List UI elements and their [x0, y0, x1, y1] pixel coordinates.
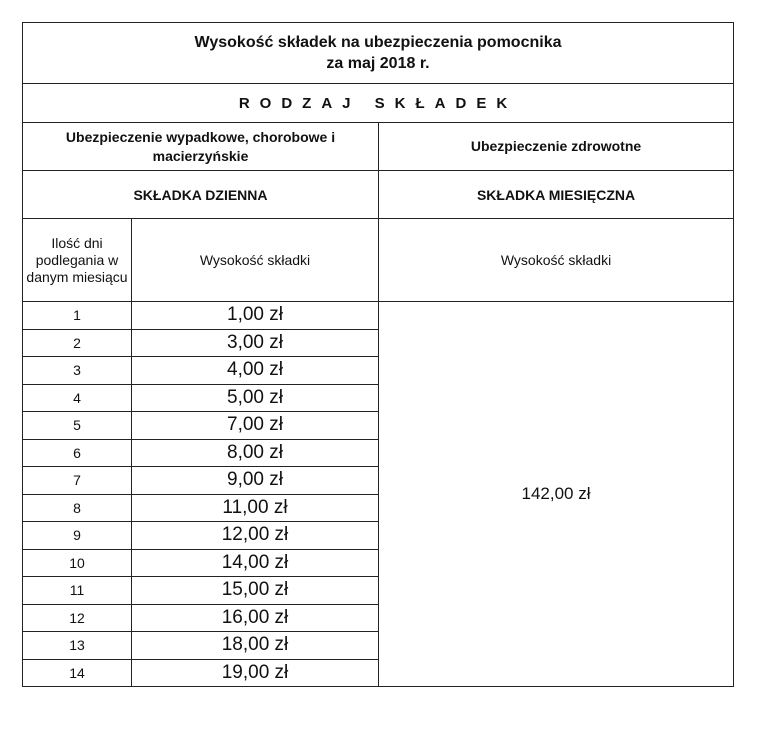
- amount-cell: 8,00 zł: [132, 439, 379, 467]
- amount-cell: 18,00 zł: [132, 632, 379, 660]
- amount-cell: 15,00 zł: [132, 577, 379, 605]
- amount-cell: 4,00 zł: [132, 357, 379, 385]
- days-cell: 6: [23, 439, 132, 467]
- days-cell: 7: [23, 467, 132, 495]
- days-cell: 8: [23, 494, 132, 522]
- table-row: [23, 302, 734, 330]
- contributions-table: [22, 22, 734, 687]
- days-cell: 10: [23, 549, 132, 577]
- days-cell: 14: [23, 659, 132, 687]
- amount-cell: 3,00 zł: [132, 329, 379, 357]
- amount-cell: 16,00 zł: [132, 604, 379, 632]
- amount-cell: 1,00 zł: [132, 302, 379, 330]
- health-insurance-header: Ubezpieczenie zdrowotne: [379, 123, 734, 171]
- amount-cell: 5,00 zł: [132, 384, 379, 412]
- days-cell: 1: [23, 302, 132, 330]
- monthly-contribution-header: SKŁADKA MIESIĘCZNA: [379, 171, 734, 219]
- amount-cell: 14,00 zł: [132, 549, 379, 577]
- days-cell: 9: [23, 522, 132, 550]
- days-cell: 2: [23, 329, 132, 357]
- accident-sickness-maternity-header: Ubezpieczenie wypadkowe, chorobowe i macierzyńskie: [23, 123, 379, 171]
- amount-cell: 19,00 zł: [132, 659, 379, 687]
- title-line-2: za maj 2018 r.: [326, 55, 430, 72]
- daily-contribution-header: SKŁADKA DZIENNA: [23, 171, 379, 219]
- amount-cell: 12,00 zł: [132, 522, 379, 550]
- days-cell: 3: [23, 357, 132, 385]
- amount-cell: 9,00 zł: [132, 467, 379, 495]
- amount-cell: 7,00 zł: [132, 412, 379, 440]
- monthly-amount-column-header: Wysokość składki: [379, 219, 734, 302]
- days-column-header: Ilość dni podlegania w danym miesiącu: [23, 219, 132, 302]
- amount-column-header: Wysokość składki: [132, 219, 379, 302]
- contribution-type-header: RODZAJ SKŁADEK: [23, 84, 734, 123]
- days-cell: 12: [23, 604, 132, 632]
- title-line-1: Wysokość składek na ubezpieczenia pomocnika: [194, 34, 562, 51]
- monthly-amount-cell: 142,00 zł: [379, 302, 734, 687]
- amount-cell: 11,00 zł: [132, 494, 379, 522]
- days-cell: 13: [23, 632, 132, 660]
- days-cell: 4: [23, 384, 132, 412]
- days-cell: 5: [23, 412, 132, 440]
- table-title: [23, 23, 734, 84]
- days-cell: 11: [23, 577, 132, 605]
